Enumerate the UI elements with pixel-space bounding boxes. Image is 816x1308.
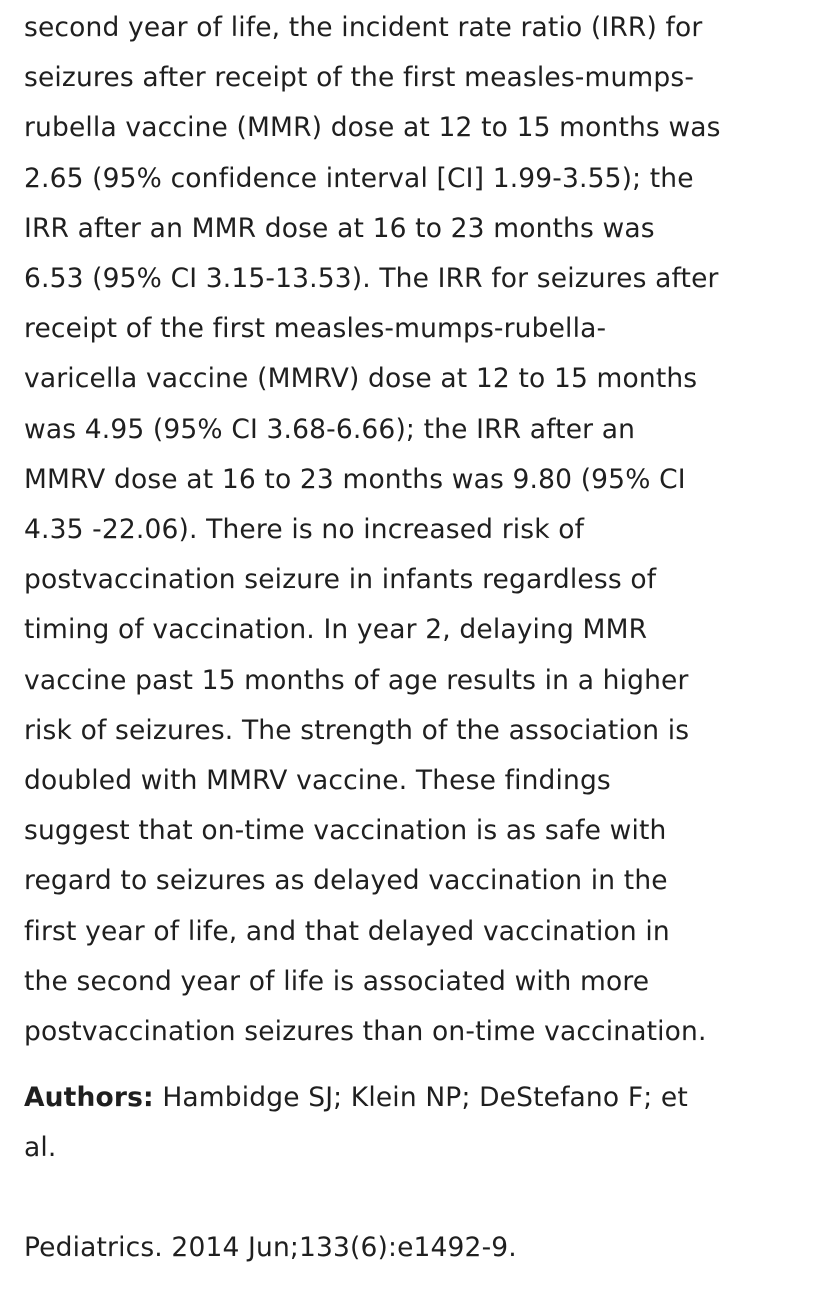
citation: Pediatrics. 2014 Jun;133(6):e1492-9. xyxy=(24,1232,517,1264)
abstract-body-text: second year of life, the incident rate ratio (IRR) for seizures after receipt of the first measles-mumps- rubella vaccine (MMR) dose at 12 to 15 months was 2.65 (95% confidence interval [CI] 1.99-3.55); the IRR after an MMR dose at 16 to 23 months was 6.53 (95% CI 3.15-13.53). The IRR for seizures after receipt of the first measles-mumps-rubella- varicella vaccine (MMRV) dose at 12 to 15 months was 4.95 (95% CI 3.68-6.66); the IRR after an MMRV dose at 16 to 23 months was 9.80 (95% CI 4.35 -22.06). There is no increased risk of postvaccination seizure in infants regardless of timing of vaccination. In year 2, delaying MMR vaccine past 15 months of age results in a higher risk of seizures. The strength of the association is doubled with MMRV vaccine. These findings suggest that on-time vaccination is as safe with regard to seizures as delayed vaccination in the first year of life, and that delayed vaccination in the second year of life is associated with more postvaccination seizures than on-time vaccination. xyxy=(24,12,721,1048)
authors-line xyxy=(24,1073,804,1173)
authors-names-continued: al. xyxy=(24,1132,57,1164)
article-content xyxy=(24,0,804,1273)
authors-names: Hambidge SJ; Klein NP; DeStefano F; et xyxy=(153,1082,688,1114)
authors-label: Authors: xyxy=(24,1082,154,1114)
